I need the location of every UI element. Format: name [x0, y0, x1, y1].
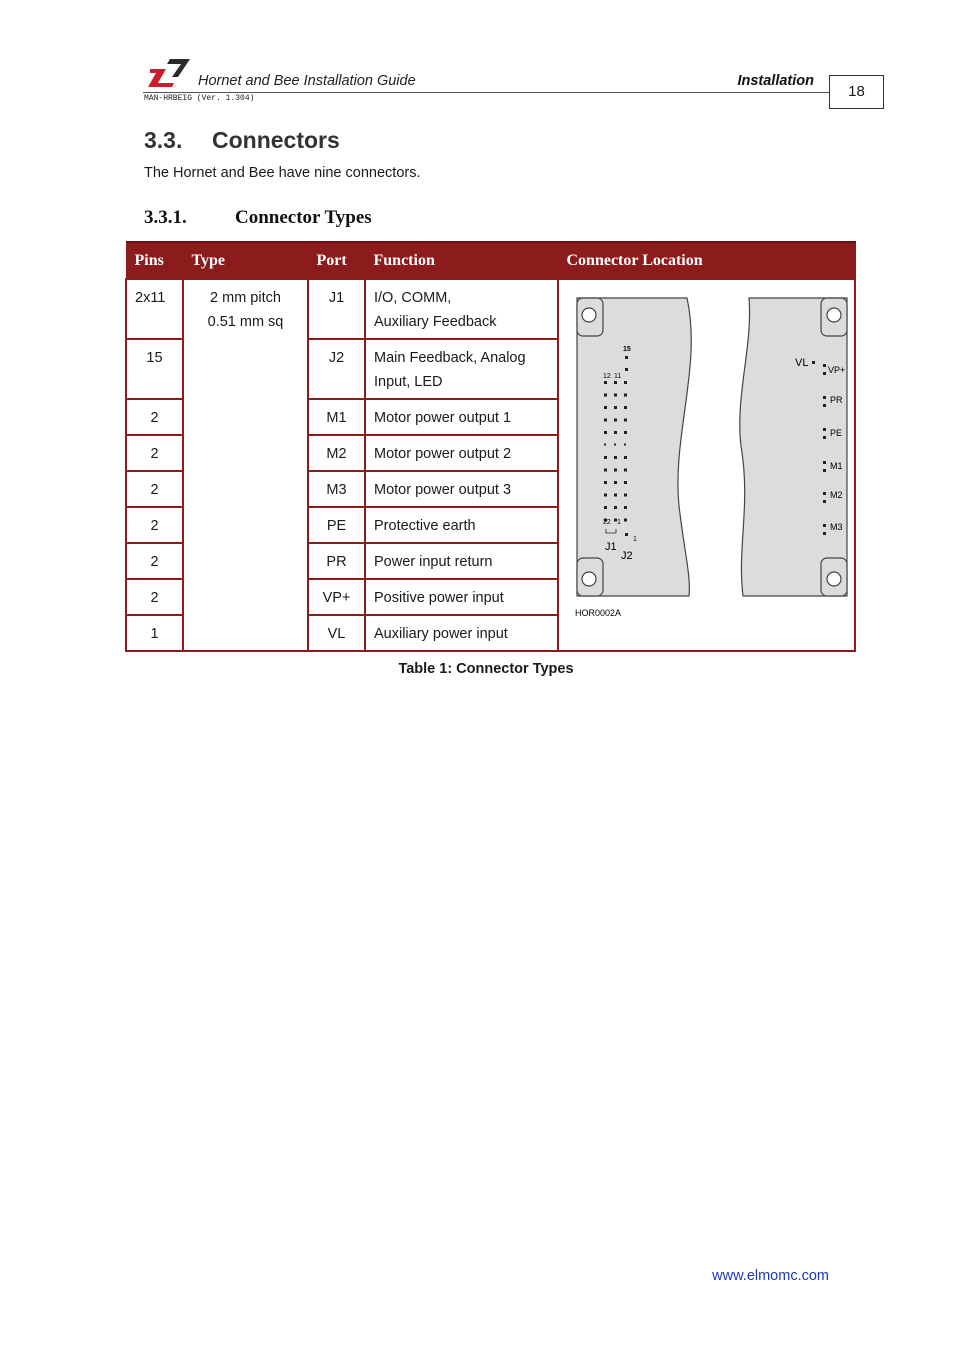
- pin-dot: [624, 381, 627, 384]
- pin-dot: [604, 481, 607, 484]
- pin-dot: [823, 461, 826, 464]
- cell-port: PR: [308, 543, 365, 579]
- pin-dot: [625, 368, 628, 371]
- pin-dot: [823, 428, 826, 431]
- pin-dot: [604, 506, 607, 509]
- section-number: 3.3.: [144, 127, 183, 153]
- header-title: Hornet and Bee Installation Guide: [198, 73, 416, 89]
- header-connector-location: Connector Location: [558, 242, 855, 279]
- pin-dot: [604, 431, 607, 434]
- vp-label: VP+: [828, 365, 846, 375]
- function-line: I/O, COMM,: [374, 290, 452, 306]
- function-line: Input, LED: [374, 374, 443, 390]
- section-heading: [144, 127, 340, 154]
- cell-function: Protective earth: [365, 507, 558, 543]
- left-board: [577, 298, 691, 596]
- pe-label: PE: [830, 428, 843, 438]
- pin-dot: [823, 492, 826, 495]
- cell-port: J2: [308, 339, 365, 399]
- type-line: 2 mm pitch: [210, 290, 281, 306]
- header-port: Port: [308, 242, 365, 279]
- pin-dot: [614, 431, 617, 434]
- subsection-heading: [144, 207, 372, 229]
- cell-port: M1: [308, 399, 365, 435]
- type-line: 0.51 mm sq: [207, 314, 284, 330]
- m1-label: M1: [830, 461, 843, 471]
- cell-function: Motor power output 1: [365, 399, 558, 435]
- pin-dot: [604, 406, 607, 409]
- mounting-hole: [582, 572, 596, 586]
- pin-dot: [812, 361, 815, 364]
- table-row: [126, 279, 855, 339]
- pin-dot: [624, 494, 627, 497]
- pin-dot: [823, 469, 826, 472]
- cell-function: Auxiliary power input: [365, 615, 558, 651]
- pin-dot: [614, 494, 617, 497]
- pin-dot: [624, 444, 626, 446]
- pin-label: 11: [614, 373, 622, 380]
- connector-types-table: [125, 241, 856, 652]
- function-line: Main Feedback, Analog: [374, 350, 526, 366]
- pin-dot: [823, 532, 826, 535]
- cell-function: Power input return: [365, 543, 558, 579]
- j2-label: J2: [621, 550, 633, 562]
- pin-dot: [614, 381, 617, 384]
- pin-dot: [624, 406, 627, 409]
- cell-pins: 2: [126, 543, 183, 579]
- intro-paragraph: The Hornet and Bee have nine connectors.: [144, 165, 421, 181]
- table-header-row: [126, 242, 855, 279]
- section-title: Connectors: [212, 127, 340, 153]
- page-number: 18: [829, 75, 884, 109]
- pin-dot: [614, 419, 617, 422]
- cell-pins: 2: [126, 399, 183, 435]
- pin-label: 1: [633, 536, 637, 543]
- pin-dot: [604, 419, 607, 422]
- header-function: Function: [365, 242, 558, 279]
- header-pins: Pins: [126, 242, 183, 279]
- pin-dot: [624, 469, 627, 472]
- cell-function: Motor power output 2: [365, 435, 558, 471]
- mounting-hole: [827, 308, 841, 322]
- cell-port: M3: [308, 471, 365, 507]
- pin-dot: [624, 519, 627, 522]
- cell-function: Positive power input: [365, 579, 558, 615]
- pin-dot: [604, 394, 607, 397]
- connector-location-diagram: [567, 286, 853, 616]
- pin-dot: [604, 456, 607, 459]
- cell-port: J1: [308, 279, 365, 339]
- cell-connector-location: [558, 279, 855, 651]
- pr-label: PR: [830, 395, 843, 405]
- header-type: Type: [183, 242, 308, 279]
- cell-function: Motor power output 3: [365, 471, 558, 507]
- cell-pins: 2: [126, 471, 183, 507]
- table-caption: Table 1: Connector Types: [398, 661, 574, 677]
- pin-dot: [604, 494, 607, 497]
- pin-dot: [823, 396, 826, 399]
- j1-label: J1: [605, 541, 617, 553]
- pin-dot: [625, 533, 628, 536]
- cell-type: [183, 279, 308, 651]
- subsection-number: 3.3.1.: [144, 207, 187, 228]
- function-line: Auxiliary Feedback: [374, 314, 497, 330]
- cell-pins: 15: [126, 339, 183, 399]
- pin-dot: [624, 419, 627, 422]
- m2-label: M2: [830, 490, 843, 500]
- cell-port: VL: [308, 615, 365, 651]
- pin-dot: [614, 481, 617, 484]
- right-board: [740, 298, 847, 596]
- pin-dot: [604, 444, 606, 446]
- figure-id: HOR0002A: [575, 608, 622, 616]
- pin-dot: [624, 481, 627, 484]
- cell-pins: 1: [126, 615, 183, 651]
- cell-port: M2: [308, 435, 365, 471]
- mounting-hole: [827, 572, 841, 586]
- pin-dot: [614, 456, 617, 459]
- pin-label: 12: [603, 373, 611, 380]
- mounting-hole: [582, 308, 596, 322]
- pin-dot: [614, 394, 617, 397]
- header-doc-id: MAN-HRBEIG (Ver. 1.304): [144, 94, 255, 103]
- pin-dot: [624, 456, 627, 459]
- pin-dot: [625, 356, 628, 359]
- pin-dot: [823, 372, 826, 375]
- cell-pins: 2: [126, 507, 183, 543]
- pin-dot: [614, 469, 617, 472]
- cell-function: [365, 339, 558, 399]
- cell-port: PE: [308, 507, 365, 543]
- pin-dot: [624, 431, 627, 434]
- pin-dot: [823, 500, 826, 503]
- vl-label: VL: [795, 357, 809, 369]
- cell-function: [365, 279, 558, 339]
- header-divider: [143, 92, 829, 93]
- pin-dot: [614, 444, 616, 446]
- pin-dot: [604, 469, 607, 472]
- subsection-title: Connector Types: [235, 207, 372, 228]
- pin-dot: [823, 364, 826, 367]
- footer-website-link[interactable]: www.elmomc.com: [712, 1268, 829, 1284]
- pin-dot: [614, 406, 617, 409]
- cell-port: VP+: [308, 579, 365, 615]
- header-section: Installation: [737, 73, 814, 89]
- pin-dot: [823, 404, 826, 407]
- elmo-logo-icon: [148, 57, 190, 87]
- pin-label: 22: [603, 519, 611, 526]
- pin-dot: [614, 506, 617, 509]
- pin-dot: [604, 381, 607, 384]
- pin-label: 15: [623, 346, 631, 353]
- m3-label: M3: [830, 522, 843, 532]
- cell-pins: 2: [126, 579, 183, 615]
- pin-dot: [624, 394, 627, 397]
- pin-label: 1: [617, 519, 621, 526]
- cell-pins: 2: [126, 435, 183, 471]
- pin-dot: [823, 436, 826, 439]
- pin-dot: [624, 506, 627, 509]
- pin-dot: [823, 524, 826, 527]
- cell-pins: 2x11: [126, 279, 183, 339]
